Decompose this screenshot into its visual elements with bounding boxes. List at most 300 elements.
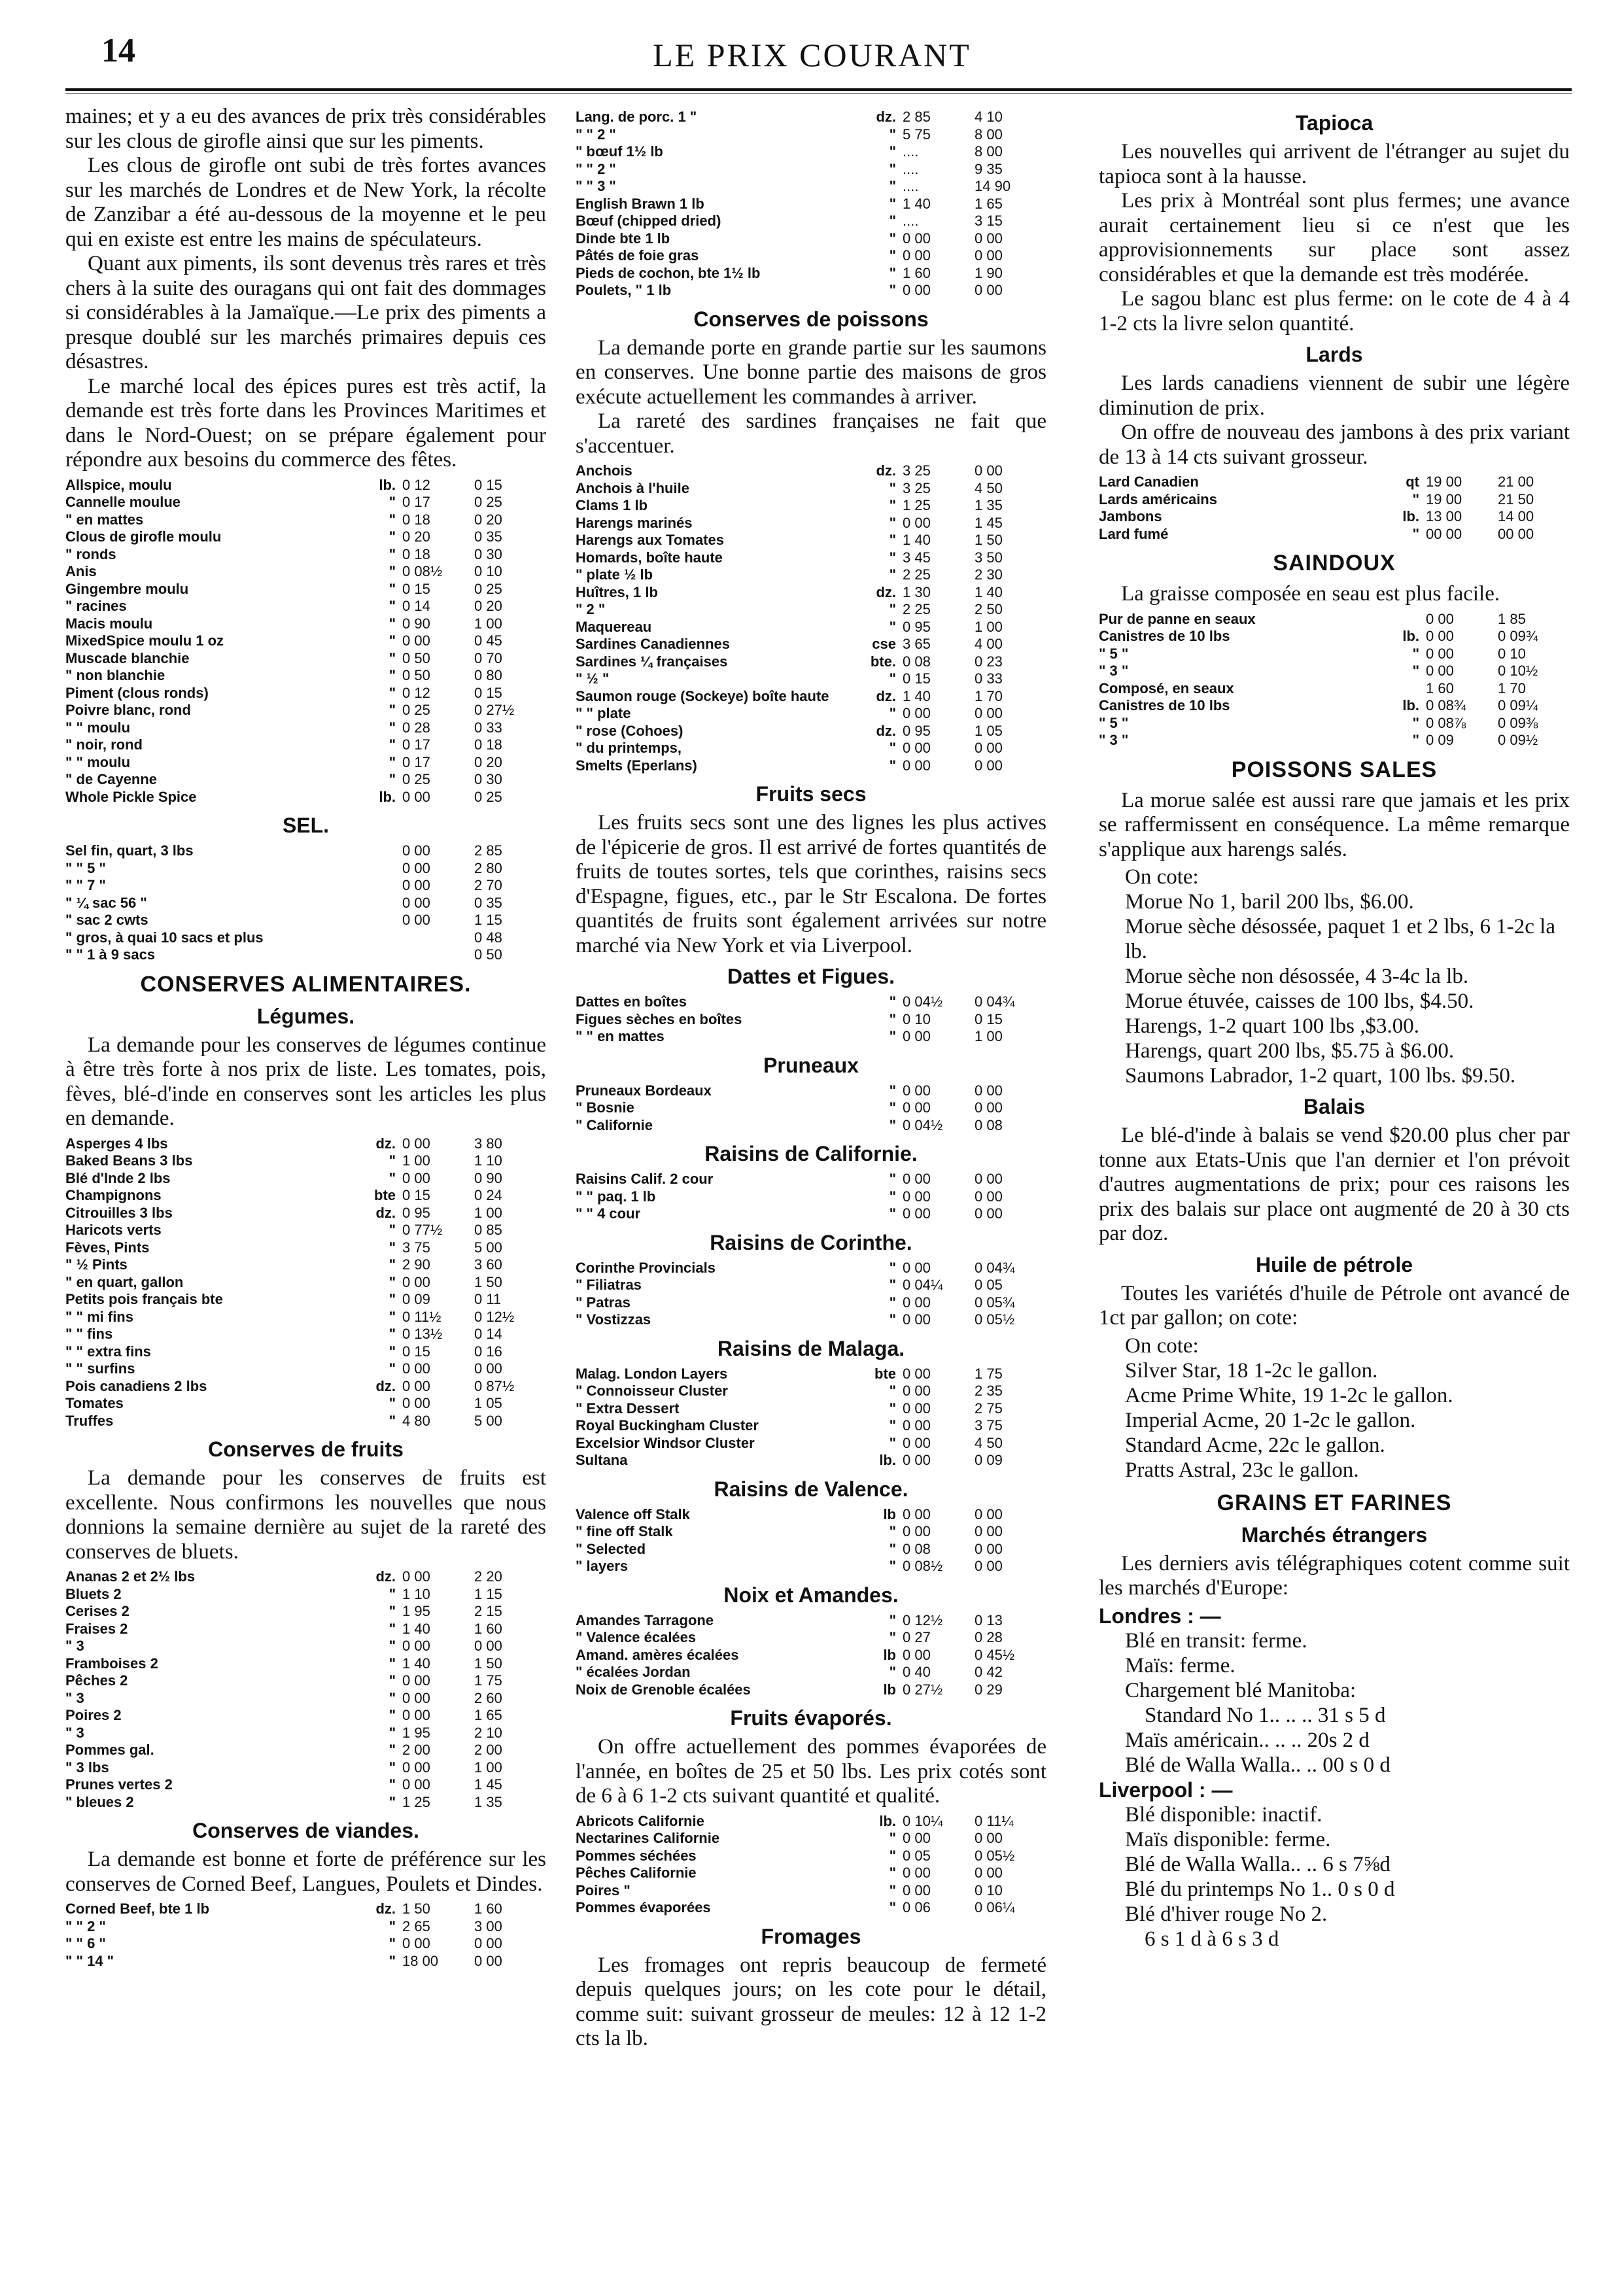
item-unit: " [889,1523,896,1539]
item-unit: " [389,1917,396,1934]
price-row [65,1395,546,1413]
item-unit: " [389,1620,396,1637]
price-high: 1 75 [474,1672,502,1689]
price-low: 0 08 [903,1540,931,1557]
item-unit: " [389,1724,396,1741]
list-item: Maïs: ferme. [1125,1653,1235,1677]
item-name: " plate ½ lb [576,566,653,583]
section-heading: Raisins de Californie. [704,1142,918,1165]
list-item: Harengs, quart 200 lbs, $5.75 à $6.00. [1125,1039,1455,1063]
price-row [65,511,546,529]
price-high: 1 15 [474,912,502,928]
price-row [576,265,1046,283]
item-unit: " [889,247,896,264]
price-high: 0 87½ [474,1377,515,1394]
price-high: 0 45½ [975,1646,1015,1663]
paragraph: Toutes les variétés d'huile de Pétrole ont avancé de 1ct par gallon; on cote: [1099,1281,1570,1330]
price-high: 0 16 [474,1343,502,1360]
item-unit: " [389,1291,396,1307]
item-name: Bœuf (chipped dried) [576,213,721,229]
price-low: 0 00 [1426,662,1454,679]
item-name: " 3 lbs [65,1759,109,1776]
price-low: .... [903,178,919,194]
item-name: Muscade blanchie [65,649,190,666]
price-row [65,1309,546,1326]
price-low: 0 00 [903,1830,931,1846]
paragraph: Les derniers avis télégraphiques cotent comme suit les marchés d'Europe: [1099,1551,1570,1600]
price-row [1099,473,1570,491]
price-row [576,1830,1046,1848]
item-unit: " [389,1360,396,1377]
price-high: 14 90 [975,178,1011,194]
item-name: Corinthe Provincials [576,1259,716,1276]
item-name: Poires 2 [65,1707,122,1723]
price-row [576,1294,1046,1312]
item-unit: " [889,1099,896,1116]
price-low: 0 27 [903,1629,931,1645]
item-name: " " moulu [65,719,131,736]
item-unit: lb. [1402,697,1419,714]
price-high: 0 00 [474,1638,502,1654]
item-unit: lb. [379,476,396,493]
item-unit: " [389,1672,396,1689]
price-table-saindoux [1099,611,1570,749]
section-heading: Balais [1303,1095,1366,1118]
price-table-spices [65,477,546,806]
item-name: " layers [576,1558,629,1574]
item-name: Cannelle moulue [65,494,181,510]
price-low: 0 08½ [903,1558,943,1574]
price-high: 0 48 [474,929,502,946]
item-name: Lang. de porc. 1 " [576,109,697,125]
price-row [65,1360,546,1378]
item-unit: " [889,497,896,513]
price-low: 0 00 [903,1188,931,1205]
price-row [576,1366,1046,1383]
price-high: 0 28 [975,1629,1003,1645]
price-high: 0 00 [975,1099,1003,1116]
price-high: 0 05½ [975,1311,1015,1328]
price-high: 3 00 [474,1917,502,1934]
item-name: Valence off Stalk [576,1505,690,1522]
price-low: 19 00 [1426,473,1462,490]
item-unit: " [889,514,896,531]
price-high: 0 00 [975,740,1003,756]
price-row [576,1848,1046,1865]
price-low: 0 00 [402,1273,430,1290]
price-low: 0 00 [402,1360,430,1377]
price-row [65,1187,546,1205]
price-high: 0 05 [975,1277,1003,1293]
price-high: 1 05 [975,722,1003,739]
item-unit: " [889,213,896,229]
item-unit: " [889,705,896,721]
price-table-dattes [576,993,1046,1046]
item-unit: cse [872,636,896,652]
item-unit: " [389,1239,396,1256]
price-row [65,563,546,581]
price-high: 0 05½ [975,1847,1015,1864]
paragraph: On offre de nouveau des jambons à des prix variant de 13 à 14 cts suivant grosseur. [1099,421,1570,469]
section-heading: GRAINS ET FARINES [1217,1490,1452,1515]
section-heading: Huile de pétrole [1255,1252,1413,1277]
price-row [576,1506,1046,1524]
item-unit: " [889,532,896,548]
price-low: 0 50 [402,667,430,683]
price-low: 0 00 [903,1505,931,1522]
price-low: 0 05 [903,1847,931,1864]
price-low: 1 95 [402,1603,430,1619]
price-high: 0 35 [474,528,502,545]
price-low: 0 10 [903,1010,931,1027]
item-name: " ½ Pints [65,1256,128,1273]
item-name: " sac 2 cwts [65,912,148,928]
paragraph: Le sagou blanc est plus ferme: on le cote de 4 à 4 1-2 cts la livre selon quantité. [1099,287,1570,335]
price-row [65,546,546,564]
price-row [576,1311,1046,1329]
price-low: 0 95 [903,618,931,635]
price-high: 3 15 [975,213,1003,229]
price-high: 0 29 [975,1681,1003,1698]
price-high: 4 50 [975,479,1003,496]
price-row [65,1326,546,1343]
price-row [1099,526,1570,543]
item-unit [356,946,402,964]
section-heading: Conserves de viandes. [192,1819,419,1842]
price-row [576,178,1046,196]
item-unit: " [389,1273,396,1290]
market-heading: Londres : — [1099,1604,1221,1628]
item-name: Dinde bte 1 lb [576,230,670,247]
price-high: 0 00 [975,230,1003,247]
item-unit: " [389,632,396,649]
section-heading: Fruits secs [755,782,867,806]
item-unit: " [389,1308,396,1325]
item-unit [356,877,402,895]
price-row [576,230,1046,248]
price-high: 21 00 [1498,473,1534,490]
list-item: Chargement blé Manitoba: [1125,1678,1356,1702]
item-name: Blé d'Inde 2 lbs [65,1169,171,1186]
price-high: 0 10 [975,1882,1003,1899]
item-unit: " [389,1395,396,1411]
section-heading: SEL. [282,814,330,837]
item-unit: " [889,1188,896,1205]
paragraph: Quant aux piments, ils sont devenus très rares et très chers à la suite des ouragans qui ont fait des dommages si considérables à la Jamaïque.—Le prix des piments a presque doublé sur les marchés primaires depuis ces désastres. [65,252,546,373]
price-low: 0 04½ [903,1116,943,1133]
item-unit: " [389,649,396,666]
price-low: 0 00 [903,247,931,264]
price-table-sel [65,842,546,964]
item-unit: " [389,684,396,701]
price-row [576,1011,1046,1029]
price-low: 18 00 [402,1952,439,1969]
price-high: 0 00 [975,1171,1003,1187]
item-unit: " [389,1326,396,1342]
price-low: 0 00 [903,1646,931,1663]
price-high: 0 06¼ [975,1899,1015,1916]
section-heading: Raisins de Valence. [714,1477,908,1501]
price-low: 1 50 [402,1900,430,1917]
price-row [65,1603,546,1621]
item-unit: dz. [375,1377,396,1394]
item-unit: " [889,1028,896,1044]
item-unit: lb. [879,1452,896,1468]
item-name: " Filiatras [576,1277,642,1293]
price-table-corinthe [576,1260,1046,1329]
price-row [65,1776,546,1794]
price-low: 0 25 [402,771,430,787]
price-high: 1 65 [975,195,1003,212]
item-unit: lb [883,1681,896,1698]
price-high: 14 00 [1498,508,1534,524]
item-name: Pêches 2 [65,1672,128,1689]
price-high: 0 12½ [474,1308,515,1325]
item-unit: " [889,479,896,496]
item-name: " " en mattes [576,1028,665,1044]
item-unit: dz. [375,1900,396,1917]
price-high: 2 20 [474,1568,502,1585]
price-row [65,1378,546,1396]
price-low: 0 00 [402,1568,430,1585]
price-row [65,912,546,929]
item-unit: " [389,563,396,579]
paragraph: maines; et y a eu des avances de prix très considérables sur les clous de girofle ainsi que sur les piments. [65,105,546,153]
price-row [576,549,1046,567]
item-unit: " [389,1638,396,1654]
price-row [65,1794,546,1812]
price-low: 0 00 [903,1434,931,1451]
price-low: 0 00 [402,1707,430,1723]
item-unit: " [889,601,896,617]
market-heading: Liverpool : — [1099,1778,1233,1802]
list-item: Maïs américain.. .. .. 20s 2 d [1125,1728,1370,1752]
price-high: 0 09¾ [1498,628,1538,644]
item-unit: " [389,771,396,787]
item-name: Smelts (Eperlans) [576,757,697,774]
item-name: " " 6 " [65,1935,106,1952]
price-high: 0 00 [474,1935,502,1952]
item-unit: " [889,1629,896,1645]
price-row [576,126,1046,144]
item-name: Pruneaux Bordeaux [576,1082,712,1099]
price-low: 0 00 [903,1311,931,1328]
item-name: " du printemps, [576,740,682,756]
item-unit: " [889,1383,896,1399]
price-high: 0 00 [975,1865,1003,1881]
price-row [576,532,1046,549]
page-title: LE PRIX COURANT [653,37,971,73]
item-unit: " [889,1171,896,1187]
item-unit: dz. [876,462,896,479]
item-unit [356,895,402,912]
item-name: Anchois [576,462,632,479]
price-low: 0 00 [903,230,931,247]
price-low: 1 40 [903,687,931,704]
item-unit: " [889,126,896,143]
list-item: Morue sèche désossée, paquet 1 et 2 lbs, 6 1-2c la lb. [1125,915,1555,963]
item-name: Sardines Canadiennes [576,636,730,652]
price-high: 1 65 [474,1707,502,1723]
price-low: 1 30 [903,583,931,600]
price-low: 0 08¾ [1426,697,1466,714]
price-low: 0 13½ [402,1326,443,1342]
price-row [65,632,546,650]
price-row [65,895,546,912]
price-row [576,515,1046,532]
price-row [576,1117,1046,1135]
price-high: 4 50 [975,1434,1003,1451]
item-name: " 3 " [1099,662,1129,679]
paragraph: La morue salée est aussi rare que jamais et les prix se raffermissent en conséquence. La même remarque s'applique aux harengs salés. [1099,788,1570,861]
page-number: 14 [101,32,135,69]
section-heading: Fromages [761,1924,861,1948]
item-unit: dz. [375,1204,396,1221]
item-name: Piment (clous ronds) [65,684,209,701]
price-low: 2 25 [903,566,931,583]
item-name: MixedSpice moulu 1 oz [65,632,224,649]
item-name: Sardines ¼ françaises [576,653,728,670]
item-name: " Vostizzas [576,1311,651,1328]
item-name: " non blanchie [65,667,165,683]
price-high: 0 09 [975,1452,1003,1468]
item-name: Lard fumé [1099,525,1169,542]
price-table-valence [576,1506,1046,1575]
item-name: Pieds de cochon, bte 1½ lb [576,264,761,281]
price-row [65,1291,546,1309]
price-row [65,1170,546,1188]
item-name: Truffes [65,1412,114,1429]
price-low: 0 00 [903,514,931,531]
price-low: 0 00 [903,1099,931,1116]
price-low: 0 06 [903,1899,931,1916]
price-table-lards [1099,473,1570,543]
item-name: " bleues 2 [65,1793,134,1810]
price-row [65,719,546,737]
item-unit: " [889,549,896,566]
price-row [576,1681,1046,1699]
item-name: Clous de girofle moulu [65,528,222,545]
price-high: 1 60 [474,1620,502,1637]
item-name: Framboises 2 [65,1655,158,1672]
price-row [576,566,1046,584]
item-unit [1380,611,1426,628]
price-low: 2 90 [402,1256,430,1273]
price-row [65,1343,546,1361]
item-name: " ¼ sac 56 " [65,894,147,911]
item-name: Noix de Grenoble écalées [576,1681,751,1698]
price-low: 0 09 [402,1291,430,1307]
price-row [576,1523,1046,1541]
price-row [65,1655,546,1673]
price-high: 0 13 [975,1611,1003,1628]
price-high: 2 75 [975,1400,1003,1417]
price-row [576,1099,1046,1117]
item-unit: " [389,753,396,770]
item-unit: " [389,1776,396,1793]
item-name: Fèves, Pints [65,1239,150,1256]
item-unit: lb. [879,1812,896,1829]
item-name: Pommes évaporées [576,1899,711,1916]
item-name: Sel fin, quart, 3 lbs [65,842,194,859]
price-high: 1 00 [474,615,502,632]
item-unit: " [389,1169,396,1186]
item-unit: " [889,1558,896,1574]
price-high: 1 70 [1498,679,1526,696]
item-name: " " 2 " [576,160,616,177]
paragraph: Les clous de girofle ont subi de très fortes avances sur les marchés de Londres et de New York, la récolte de Zanzibar a été au-dessous de la moyenne et le peu qui en existe est entre les mains de spéculateurs. [65,154,546,251]
price-low: 1 60 [1426,679,1454,696]
item-unit: " [389,1952,396,1969]
price-row [65,1239,546,1257]
item-unit: " [389,1222,396,1238]
section-heading: Tapioca [1295,111,1373,135]
item-unit: " [1412,490,1419,507]
item-name: " " plate [576,705,631,721]
price-row [65,1222,546,1239]
item-name: " Extra Dessert [576,1400,680,1417]
item-unit: " [389,1742,396,1758]
price-low: 0 15 [402,1343,430,1360]
price-row [65,771,546,789]
price-row [576,1205,1046,1223]
price-row [576,653,1046,671]
price-high: 0 04¾ [975,1259,1015,1276]
price-row [576,1629,1046,1647]
price-row [65,929,546,947]
price-row [576,1435,1046,1453]
price-row [576,1171,1046,1188]
market-list [1099,1604,1570,1952]
item-unit: " [889,143,896,160]
section-heading: Conserves de fruits [208,1437,404,1461]
price-high: 0 33 [975,670,1003,687]
item-name: Canistres de 10 lbs [1099,697,1230,714]
paragraph: On offre actuellement des pommes évaporées de l'année, en boîtes de 25 et 50 lbs. Les prix cotés sont de 6 à 6 1-2 cts suivant quantité et qualité. [576,1735,1046,1808]
list-item: Morue étuvée, caisses de 100 lbs, $4.50. [1125,989,1474,1013]
price-high: 0 00 [975,1505,1003,1522]
item-name: " " 3 " [576,178,616,194]
price-low: 0 15 [402,580,430,597]
price-high: 1 50 [975,532,1003,548]
paragraph: Le marché local des épices pures est très actif, la demande est très forte dans les Provinces Maritimes et dans le Nord-Ouest; on se prépare également pour répondre aux besoins du commerce des fêtes. [65,374,546,472]
list-item: Standard No 1.. .. .. 31 s 5 d [1145,1703,1386,1727]
price-high: 0 18 [474,736,502,753]
price-low: 2 65 [402,1917,430,1934]
price-low: 0 00 [903,1865,931,1881]
price-low: 1 00 [402,1152,430,1169]
item-unit: " [889,566,896,583]
section-heading: Pruneaux [763,1053,859,1077]
price-high: 0 23 [975,653,1003,670]
item-name: Corned Beef, bte 1 lb [65,1900,210,1917]
section-heading: Noix et Amandes. [723,1583,899,1607]
item-name: Composé, en seaux [1099,679,1234,696]
item-unit: " [389,1759,396,1776]
item-unit: " [889,618,896,635]
price-low: 4 80 [402,1412,430,1429]
price-row [576,497,1046,515]
price-low: 0 95 [903,722,931,739]
price-row [1099,662,1570,680]
price-row [65,615,546,633]
item-name: " fine off Stalk [576,1523,673,1539]
price-high: 5 00 [474,1412,502,1429]
item-unit [356,929,402,947]
price-low: 1 40 [402,1620,430,1637]
list-item: On cote: [1125,865,1199,889]
price-row [65,528,546,546]
